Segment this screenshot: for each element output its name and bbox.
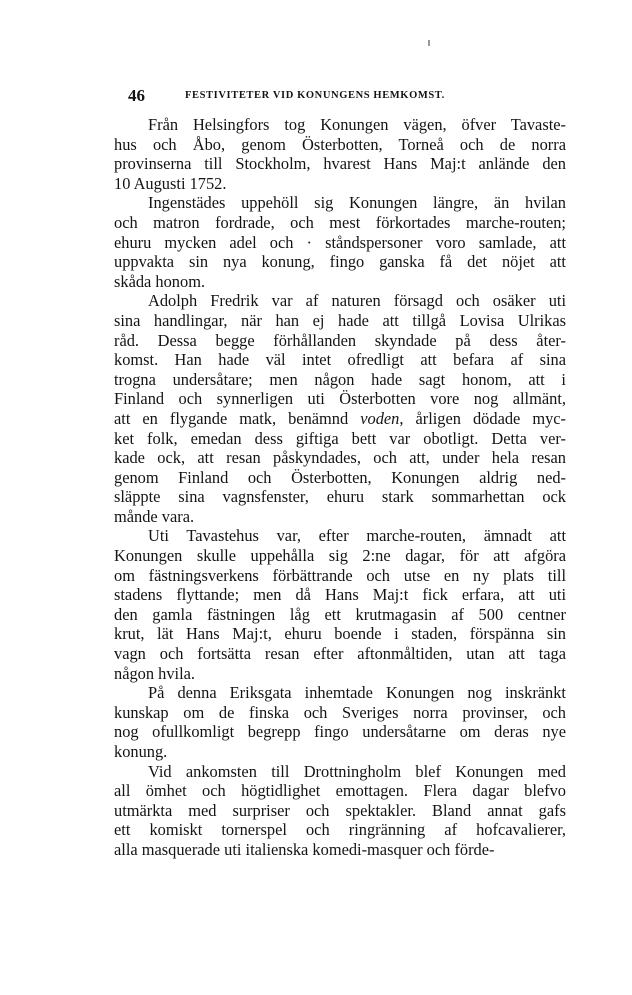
text-line: På denna Eriksgata inhemtade Konungen nog inskränkt [148, 683, 566, 703]
paragraph [114, 193, 566, 291]
paragraph [114, 291, 566, 526]
text-line: genom Finland och Österbotten, Konungen aldrig ned- [114, 467, 566, 487]
text-line: Vid ankomsten till Drottningholm blef Konungen med [148, 761, 566, 781]
text-line: Från Helsingfors tog Konungen vägen, öfver Tavaste- [148, 115, 566, 134]
paragraph [114, 762, 566, 860]
text-line: alla masquerade uti italienska komedi-masquer och förde- [114, 839, 495, 859]
text-line: provinserna till Stockholm, hvarest Hans Maj:t anlände den [114, 154, 566, 174]
text-line: 10 Augusti 1752. [114, 173, 227, 193]
text-line: att en flygande matk, benämnd voden, årligen dödade myc- [114, 408, 567, 428]
text-line: Konungen skulle uppehålla sig 2:ne dagar, för att afgöra [114, 546, 566, 566]
page-number: 46 [128, 86, 145, 105]
text-line: Ingenstädes uppehöll sig Konungen längre, än hvilan [148, 193, 566, 213]
text-line: nog ofullkomligt begrepp fingo undersåtarne om deras nye [114, 722, 566, 742]
text-line: skåda honom. [114, 271, 206, 291]
paragraph [114, 526, 566, 683]
text-line: kunskap om de finska och Sveriges norra provinser, och [114, 702, 566, 722]
text-line: och matron fordrade, och mest förkortades marche-routen; [114, 212, 566, 232]
text-line: krut, lät Hans Maj:t, ehuru boende i staden, förspänna sin [114, 624, 566, 644]
text-line: Finland och synnerligen uti Österbotten vore nog allmänt, [114, 389, 566, 409]
text-line: om fästningsverkens förbättrande och utse en ny plats till [114, 565, 566, 585]
print-speck [428, 40, 430, 46]
text-line: uppvakta sin nya konung, fingo ganska få det nöjet att [114, 252, 566, 272]
text-line: kade ock, att resan påskyndades, och att, under hela resan [114, 448, 566, 468]
text-line: Adolph Fredrik var af naturen försagd och osäker uti [148, 291, 566, 311]
paragraph [114, 115, 566, 193]
text-line: vagn och fortsätta resan efter aftonmåltiden, utan att taga [114, 644, 566, 664]
text-line: hus och Åbo, genom Österbotten, Torneå och de norra [114, 134, 566, 154]
body-text [114, 115, 566, 860]
text-line: någon hvila. [114, 663, 196, 683]
text-line: ket folk, emedan dess giftiga bett var obotligt. Detta ver- [114, 428, 566, 448]
text-line: konung. [114, 742, 168, 761]
text-line: stadens flyttande; men då Hans Maj:t fick erfara, att uti [114, 585, 566, 605]
page-header [114, 86, 566, 108]
text-line: månde vara. [114, 506, 195, 526]
text-line: släppte sina vagnsfenster, ehuru stark sommarhettan ock [114, 487, 566, 507]
text-line: all ömhet och högtidlighet emottagen. Flera dagar blefvo [114, 781, 566, 801]
text-line: ehuru mycken adel och · ståndspersoner voro samlade, att [114, 232, 566, 252]
text-line: utmärkta med surpriser och spektakler. Bland annat gafs [114, 800, 566, 820]
text-line: komst. Han hade väl intet ofredligt att befara af sina [114, 350, 566, 370]
text-line: trogna undersåtare; men någon hade sagt honom, att i [114, 369, 566, 389]
text-line: sina handlingar, när han ej hade att tillgå Lovisa Ulrikas [114, 310, 566, 330]
text-line: ett komiskt tornerspel och ringränning af hofcavalierer, [114, 820, 566, 840]
text-line: råd. Dessa begge förhållanden skyndade på dess åter- [114, 330, 566, 350]
paragraph [114, 683, 566, 761]
text-line: den gamla fästningen låg ett krutmagasin af 500 centner [114, 604, 566, 624]
text-line: Uti Tavastehus var, efter marche-routen, ämnadt att [148, 526, 566, 546]
running-title: FESTIVITETER VID KONUNGENS HEMKOMST. [185, 90, 445, 101]
